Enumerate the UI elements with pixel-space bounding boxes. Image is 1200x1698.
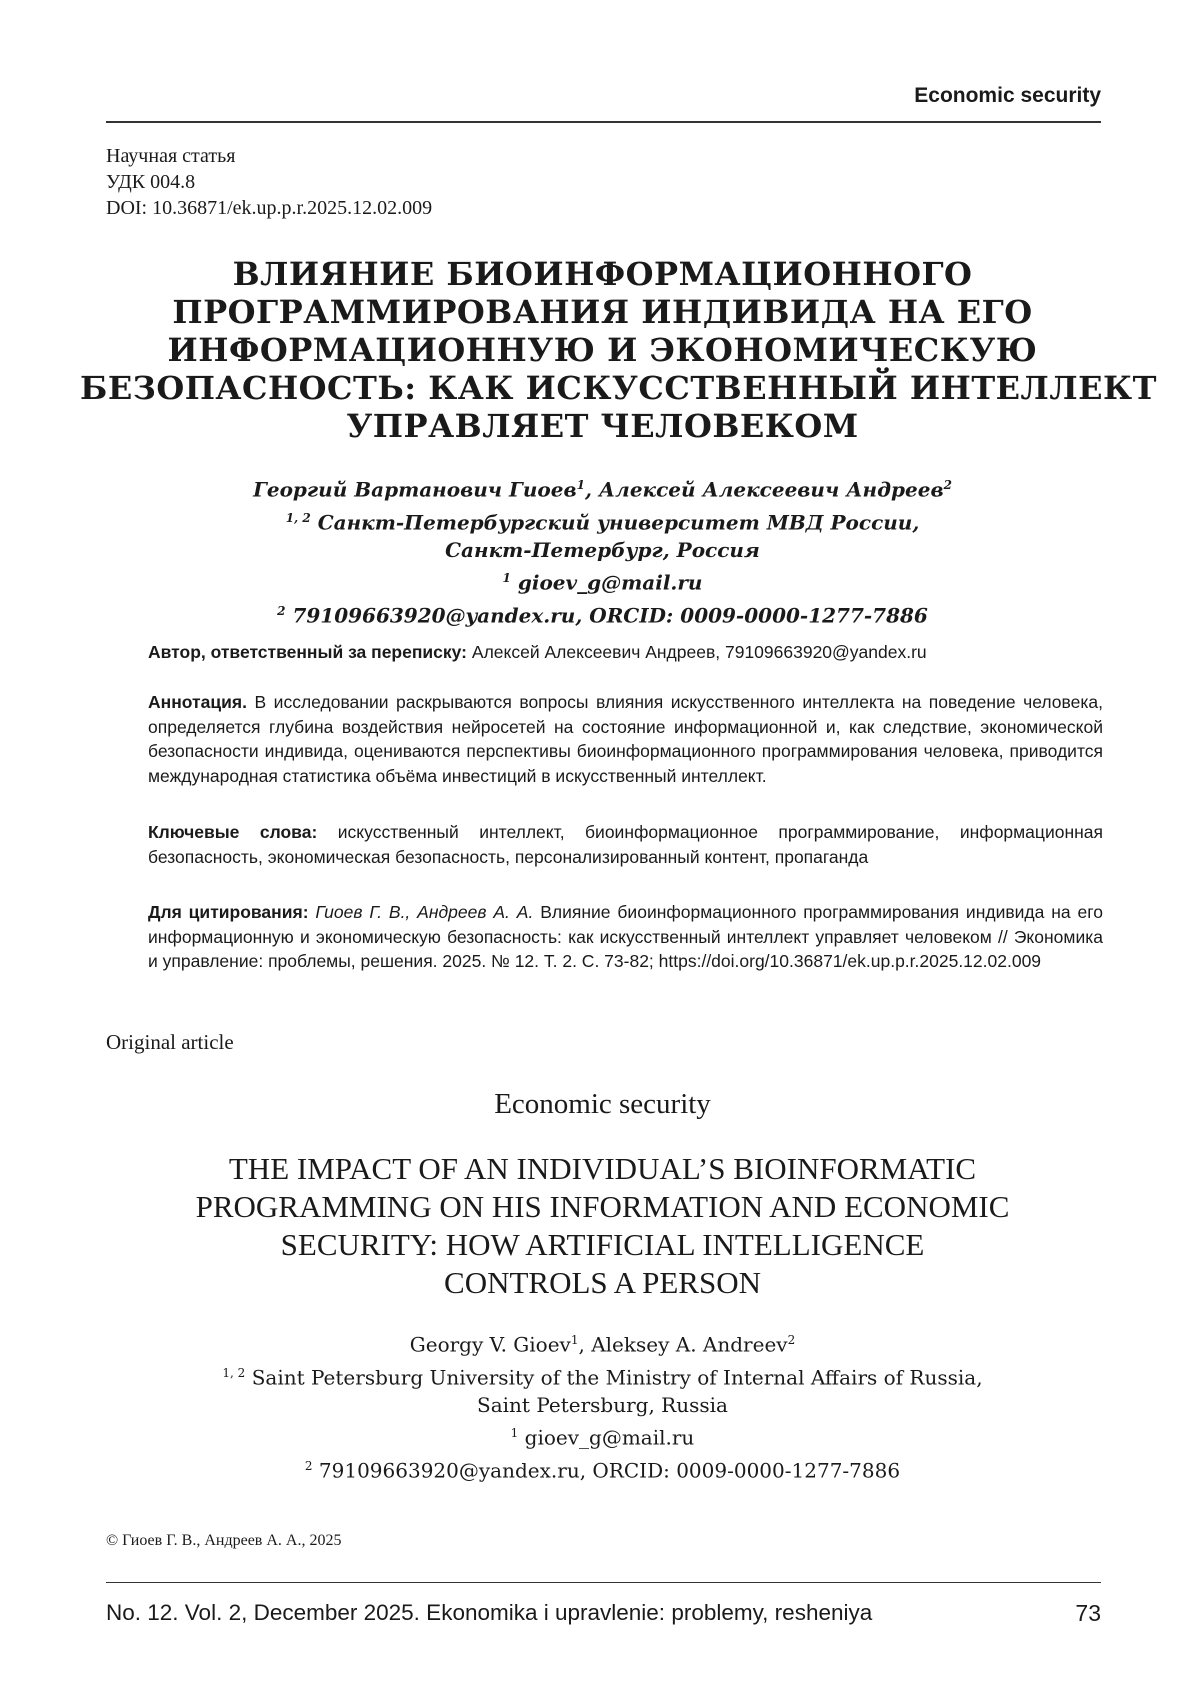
corresponding-author: Автор, ответственный за переписку: Алексей Алексеевич Андреев, 79109663920@yandex.ru <box>148 640 1103 665</box>
affiliation-ru: 1, 2 Санкт-Петербургский университет МВД России, <box>100 504 1105 537</box>
title-ru-line: БЕЗОПАСНОСТЬ: КАК ИСКУССТВЕННЫЙ ИНТЕЛЛЕКТ <box>80 369 1125 407</box>
title-ru-line: ПРОГРАММИРОВАНИЯ ИНДИВИДА НА ЕГО <box>80 293 1125 331</box>
affiliation-en: 1, 2 Saint Petersburg University of the Ministry of Internal Affairs of Russia, <box>100 1359 1105 1392</box>
authors-ru <box>100 471 1105 630</box>
keywords-ru: Ключевые слова: искусственный интеллект, биоинформационное программирование, информационная безопасность, экономическая безопасность, персонализированный контент, пропаганда <box>148 820 1103 869</box>
footer-divider <box>106 1582 1101 1583</box>
affiliation-ru-city: Санкт-Петербург, Россия <box>100 536 1105 564</box>
udk-code: УДК 004.8 <box>106 169 432 195</box>
title-ru-line: ИНФОРМАЦИОННУЮ И ЭКОНОМИЧЕСКУЮ <box>80 331 1125 369</box>
abstract-ru: Аннотация. В исследовании раскрываются вопросы влияния искусственного интеллекта на поведение человека, определяется глубина воздействия нейросетей на состояние информационной и, как следствие, экономической безопасности индивида, оцениваются перспективы биоинформационного программирования человека, приводится международная статистика объёма инвестиций в искусственный интеллект. <box>148 690 1103 788</box>
email-2-ru: 2 79109663920@yandex.ru, ORCID: 0009-0000-1277-7886 <box>100 597 1105 630</box>
title-ru-line: УПРАВЛЯЕТ ЧЕЛОВЕКОМ <box>80 407 1125 445</box>
article-type: Научная статья <box>106 143 432 169</box>
page-number: 73 <box>1075 1600 1101 1627</box>
title-en-line: SECURITY: HOW ARTIFICIAL INTELLIGENCE <box>80 1226 1125 1264</box>
email-2-en: 2 79109663920@yandex.ru, ORCID: 0009-0000-1277-7886 <box>100 1452 1105 1485</box>
article-meta <box>106 143 432 221</box>
author-2-name: Алексей Алексеевич Андреев <box>599 478 944 502</box>
title-ru-line: ВЛИЯНИЕ БИОИНФОРМАЦИОННОГО <box>80 255 1125 293</box>
doi[interactable]: DOI: 10.36871/ek.up.p.r.2025.12.02.009 <box>106 195 432 221</box>
author-1-name-en: Georgy V. Gioev <box>410 1333 571 1357</box>
article-type-en: Original article <box>106 1030 234 1055</box>
authors-ru-names: Георгий Вартанович Гиоев1, Алексей Алексеевич Андреев2 <box>100 471 1105 504</box>
title-en-line: CONTROLS A PERSON <box>80 1264 1125 1302</box>
copyright: © Гиоев Г. В., Андреев А. А., 2025 <box>106 1532 341 1550</box>
footer-journal-info: No. 12. Vol. 2, December 2025. Ekonomika i upravlenie: problemy, resheniya <box>106 1600 872 1626</box>
authors-en <box>100 1326 1105 1485</box>
affiliation-en-city: Saint Petersburg, Russia <box>100 1391 1105 1419</box>
author-2-name-en: Aleksey A. Andreev <box>591 1333 787 1357</box>
citation-ru: Для цитирования: Гиоев Г. В., Андреев А. А. Влияние биоинформационного программирования индивида на его информационную и экономическую безопасность: как искусственный интеллект управляет человеком // Экономика и управление: проблемы, решения. 2025. № 12. Т. 2. С. 73-82; https://doi.org/10.36871/ek.up.p.r.2025.12.02.009 <box>148 900 1103 974</box>
title-en-line: PROGRAMMING ON HIS INFORMATION AND ECONOMIC <box>80 1188 1125 1226</box>
section-header-label: Economic security <box>914 84 1101 108</box>
author-1-name: Георгий Вартанович Гиоев <box>253 478 577 502</box>
email-1-ru: 1 gioev_g@mail.ru <box>100 564 1105 597</box>
title-ru <box>80 255 1125 445</box>
email-1-en: 1 gioev_g@mail.ru <box>100 1419 1105 1452</box>
title-en-line: THE IMPACT OF AN INDIVIDUAL’S BIOINFORMATIC <box>80 1150 1125 1188</box>
title-en <box>80 1150 1125 1302</box>
header-divider <box>106 121 1101 123</box>
section-en: Economic security <box>100 1088 1105 1121</box>
authors-en-names: Georgy V. Gioev1, Aleksey A. Andreev2 <box>100 1326 1105 1359</box>
